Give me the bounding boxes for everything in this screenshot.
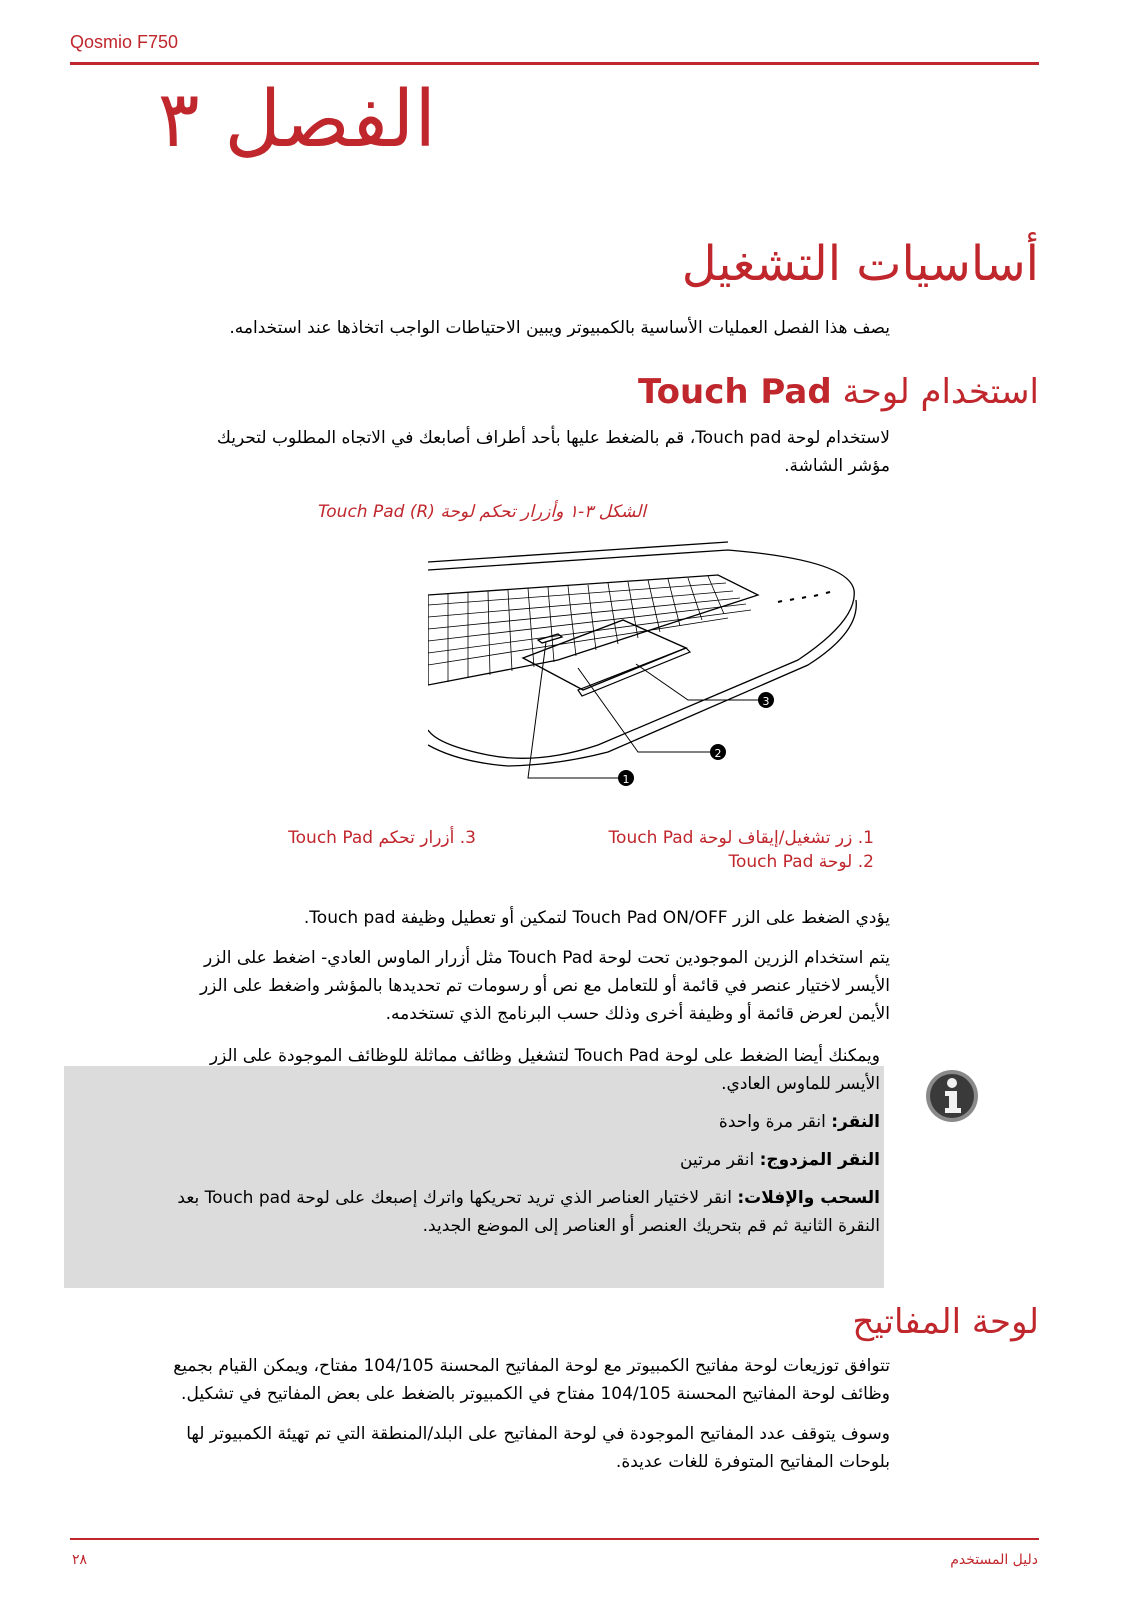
note-drag-label: السحب والإفلات: [737, 1188, 880, 1208]
buttons-para-line2: الأيسر لاختيار عنصر في قائمة أو للتعامل مع نص أو رسومات تم تحديدها بالمؤشر واضغط على الزر [199, 976, 890, 996]
intro-paragraph: يصف هذا الفصل العمليات الأساسية بالكمبيوتر ويبين الاحتياطات الواجب اتخاذها عند استخدامه. [229, 318, 890, 338]
keyboard-para2-line2: بلوحات المفاتيح المتوفرة للغات عديدة. [615, 1452, 890, 1472]
callout-2-marker [710, 744, 726, 760]
callout-3-label: 3 [762, 695, 770, 708]
note-click-label: النقر: [831, 1112, 880, 1132]
buttons-para-line1: يتم استخدام الزرين الموجودين تحت لوحة Touch Pad مثل أزرار الماوس العادي- اضغط على الزر [203, 948, 890, 968]
note-double-label: النقر المزدوج: [759, 1150, 880, 1170]
callout-3-marker [758, 692, 774, 708]
header-rule [70, 62, 1039, 65]
footer-rule [70, 1538, 1039, 1540]
buttons-para-line3: الأيمن لعرض قائمة أو وظيفة أخرى وذلك حسب البرنامج الذي تستخدمه. [385, 1004, 890, 1024]
figure-caption: الشكل ٣-١ وأزرار تحكم لوحة Touch Pad (R) [317, 502, 646, 522]
note-click-text: انقر مرة واحدة [718, 1112, 826, 1132]
header-model: Qosmio F750 [70, 32, 179, 52]
legend-item-3: 3. أزرار تحكم Touch Pad [288, 828, 476, 848]
page-number: ٢٨ [72, 1552, 88, 1568]
note-drag-row [80, 1184, 880, 1212]
keyboard-heading: لوحة المفاتيح [852, 1302, 1039, 1342]
callout-1-marker [618, 770, 634, 786]
touchpad-para-line2: مؤشر الشاشة. [784, 456, 890, 476]
note-drag-line2: النقرة الثانية ثم قم بتحريك العنصر أو العناصر إلى الموضع الجديد. [422, 1216, 880, 1236]
note-drag-text: انقر لاختيار العناصر الذي تريد تحريكها واترك إصبعك على لوحة Touch pad بعد [177, 1188, 732, 1208]
note-line2: الأيسر للماوس العادي. [721, 1074, 880, 1094]
note-box [64, 1066, 884, 1288]
keyboard-para1-line1: تتوافق توزيعات لوحة مفاتيح الكمبيوتر مع لوحة المفاتيح المحسنة 104/105 مفتاح، ويمكن القيام بجميع [173, 1356, 890, 1376]
legend-item-1: 1. زر تشغيل/إيقاف لوحة Touch Pad [608, 828, 874, 848]
note-double-row [80, 1146, 880, 1174]
keyboard-para2-line1: وسوف يتوقف عدد المفاتيح الموجودة في لوحة المفاتيح على البلد/المنطقة التي تم تهيئة الكمبيوتر لها [186, 1424, 890, 1444]
note-double-text: انقر مرتين [680, 1150, 755, 1170]
touchpad-para-line1: لاستخدام لوحة Touch pad، قم بالضغط عليها بأحد أطراف أصابعك في الاتجاه المطلوب لتحريك [216, 428, 890, 448]
info-icon [924, 1068, 980, 1124]
legend-item-2: 2. لوحة Touch Pad [728, 852, 874, 872]
callout-1-label: 1 [622, 773, 630, 786]
touchpad-heading-ar: استخدام لوحة [842, 372, 1039, 412]
footer-guide-title: دليل المستخدم [950, 1552, 1038, 1568]
laptop-touchpad-illustration [428, 540, 884, 815]
chapter-title: الفصل ٣ [157, 75, 436, 165]
keyboard-para1-line2: وظائف لوحة المفاتيح المحسنة 104/105 مفتاح في الكمبيوتر بالضغط على بعض المفاتيح في تشكيل. [181, 1384, 890, 1404]
onoff-paragraph: يؤدي الضغط على الزر Touch Pad ON/OFF لتمكين أو تعطيل وظيفة Touch pad. [303, 908, 890, 928]
note-line1: ويمكنك أيضا الضغط على لوحة Touch Pad لتشغيل وظائف مماثلة للوظائف الموجودة على الزر [209, 1046, 880, 1066]
section-title: أساسيات التشغيل [681, 236, 1039, 292]
touchpad-heading-en: Touch Pad [637, 372, 832, 412]
callout-2-label: 2 [714, 747, 722, 760]
note-click-row [80, 1108, 880, 1136]
touchpad-heading [638, 370, 1039, 414]
